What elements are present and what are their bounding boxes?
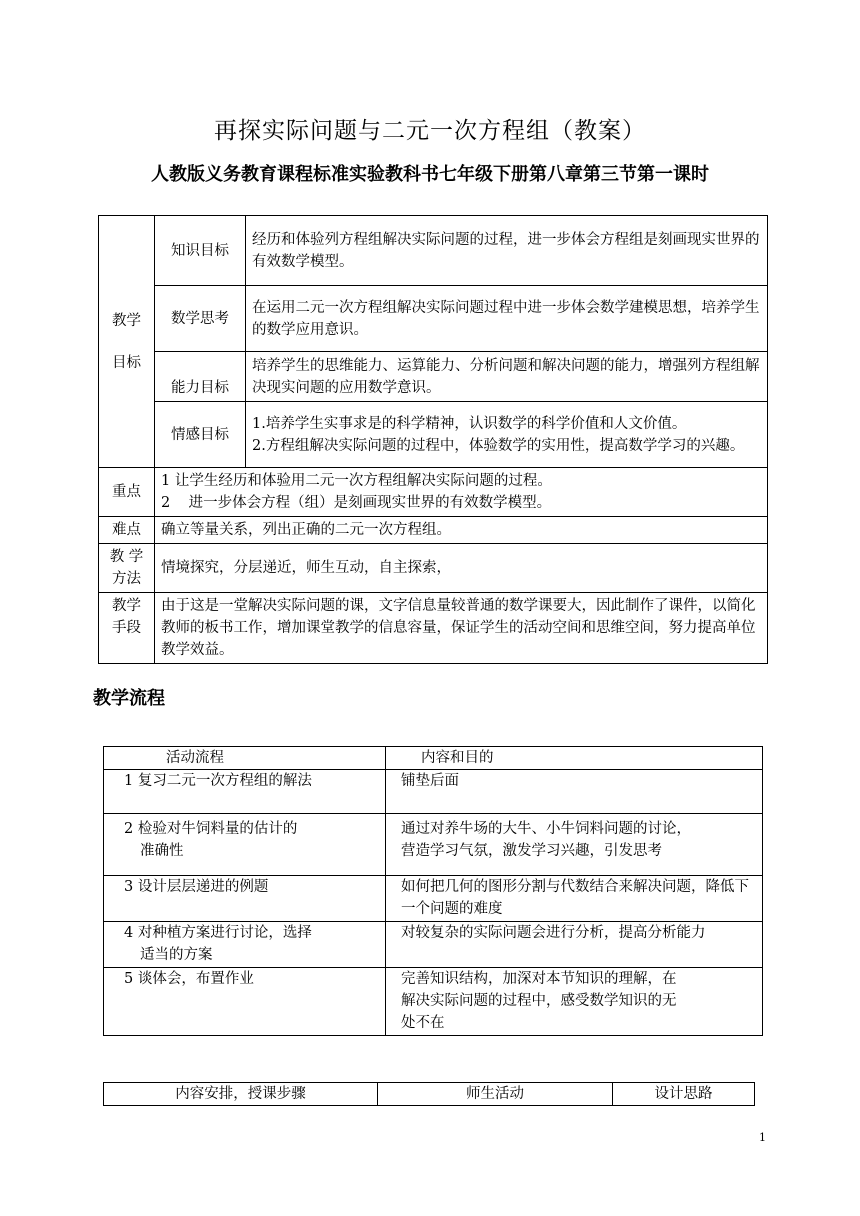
column-header: 设计思路 xyxy=(613,1083,755,1106)
flow-purpose: 通过对养牛场的大牛、小牛饲料问题的讨论， 营造学习气氛，激发学习兴趣，引发思考 xyxy=(386,814,763,876)
table-row xyxy=(99,402,768,468)
row-label: 能力目标 xyxy=(155,352,246,402)
flow-step: 5 谈体会，布置作业 xyxy=(104,968,386,1036)
table-row xyxy=(99,468,768,517)
section-heading: 教学流程 xyxy=(93,688,165,709)
method-text: 情境探究，分层递近，师生互动，自主探索， xyxy=(155,544,768,593)
row-label: 情感目标 xyxy=(155,402,246,468)
flow-purpose: 对较复杂的实际问题会进行分析，提高分析能力 xyxy=(386,922,763,968)
method-label: 教 学 方法 xyxy=(99,544,155,593)
table-row xyxy=(99,216,768,286)
table-row xyxy=(99,352,768,402)
row-label: 数学思考 xyxy=(155,286,246,352)
column-header: 内容安排，授课步骤 xyxy=(104,1083,378,1106)
flow-step: 3 设计层层递进的例题 xyxy=(104,876,386,922)
column-header: 活动流程 xyxy=(104,747,386,770)
difficulty-label: 难点 xyxy=(99,517,155,544)
table-row xyxy=(99,517,768,544)
row-text: 经历和体验列方程组解决实际问题的过程，进一步体会方程组是刻画现实世界的有效数学模型。 xyxy=(246,216,768,286)
row-label: 知识目标 xyxy=(155,216,246,286)
key-points-text: 1 让学生经历和体验用二元一次方程组解决实际问题的过程。 2 进一步体会方程（组）是刻画现实世界的有效数学模型。 xyxy=(155,468,768,517)
difficulty-text: 确立等量关系，列出正确的二元一次方程组。 xyxy=(155,517,768,544)
flow-purpose: 如何把几何的图形分割与代数结合来解决问题，降低下一个问题的难度 xyxy=(386,876,763,922)
table-row xyxy=(104,814,763,876)
table-row xyxy=(104,876,763,922)
document-title: 再探实际问题与二元一次方程组（教案） xyxy=(214,118,646,144)
objectives-table xyxy=(98,215,768,664)
table-row xyxy=(99,286,768,352)
means-label: 教学 手段 xyxy=(99,593,155,664)
column-header: 师生活动 xyxy=(378,1083,613,1106)
flow-purpose: 完善知识结构，加深对本节知识的理解，在 解决实际问题的过程中，感受数学知识的无 处不在 xyxy=(386,968,763,1036)
page-number: 1 xyxy=(759,1131,766,1144)
key-points-label: 重点 xyxy=(99,468,155,517)
table-header-row xyxy=(104,1083,755,1106)
flow-purpose: 铺垫后面 xyxy=(386,770,763,814)
objectives-group-label: 教学 目标 xyxy=(99,216,155,468)
flow-step: 2 检验对牛饲料量的估计的 准确性 xyxy=(104,814,386,876)
flow-table xyxy=(103,746,763,1036)
means-text: 由于这是一堂解决实际问题的课，文字信息量较普通的数学课要大，因此制作了课件，以简化教师的板书工作，增加课堂教学的信息容量，保证学生的活动空间和思维空间，努力提高单位教学效益。 xyxy=(155,593,768,664)
table-row xyxy=(99,544,768,593)
document-subtitle: 人教版义务教育课程标准实验教科书七年级下册第八章第三节第一课时 xyxy=(151,164,709,185)
column-header: 内容和目的 xyxy=(386,747,763,770)
row-text: 在运用二元一次方程组解决实际问题过程中进一步体会数学建模思想，培养学生的数学应用意识。 xyxy=(246,286,768,352)
flow-step: 1 复习二元一次方程组的解法 xyxy=(104,770,386,814)
table-header-row xyxy=(104,747,763,770)
flow-step: 4 对种植方案进行讨论，选择 适当的方案 xyxy=(104,922,386,968)
table-row xyxy=(104,770,763,814)
steps-table xyxy=(103,1082,755,1106)
table-row xyxy=(104,922,763,968)
row-text: 培养学生的思维能力、运算能力、分析问题和解决问题的能力，增强列方程组解决现实问题的应用数学意识。 xyxy=(246,352,768,402)
table-row xyxy=(99,593,768,664)
table-row xyxy=(104,968,763,1036)
row-text: 1.培养学生实事求是的科学精神，认识数学的科学价值和人文价值。 2.方程组解决实际问题的过程中，体验数学的实用性，提高数学学习的兴趣。 xyxy=(246,402,768,468)
